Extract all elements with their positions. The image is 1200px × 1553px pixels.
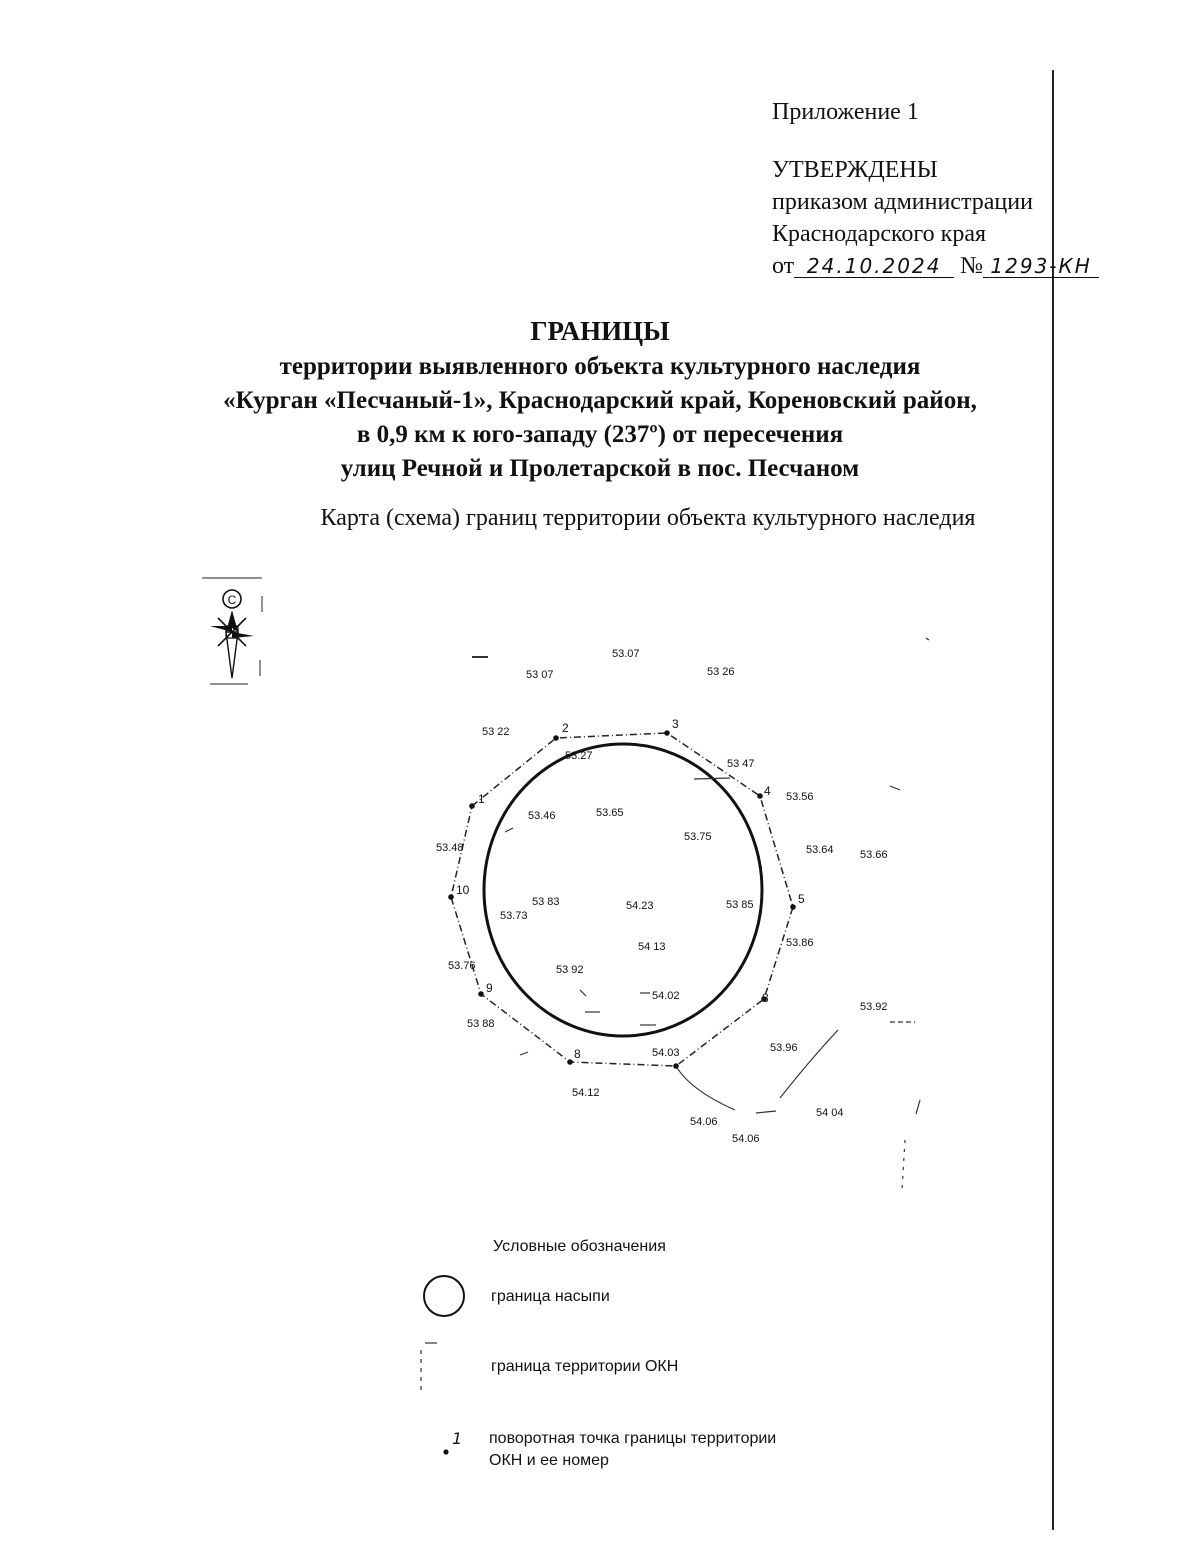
date-prefix: от <box>772 253 795 279</box>
height-mark: 53.64 <box>806 844 834 856</box>
height-mark: 53.48 <box>436 842 464 854</box>
height-mark: 53 85 <box>726 899 754 911</box>
point-label-9: 9 <box>486 981 493 995</box>
point-label-7: 8 <box>574 1047 581 1061</box>
height-mark: 53.96 <box>770 1042 798 1054</box>
height-mark: 53 92 <box>556 964 584 976</box>
height-mark: 53.73 <box>500 910 528 922</box>
north-letter: С <box>227 593 237 607</box>
order-date: 24.10.2024 <box>794 255 954 278</box>
map-caption: Карта (схема) границ территории объекта культурного наследия <box>320 505 976 531</box>
height-mark: 54 04 <box>816 1107 844 1119</box>
north-arrow-icon <box>202 578 262 684</box>
legend-point-number: 1 <box>452 1429 463 1448</box>
approved-label: УТВЕРЖДЕНЫ <box>772 157 938 183</box>
height-mark: 53.66 <box>860 849 888 861</box>
legend-title: Условные обозначения <box>493 1238 666 1255</box>
legend-point-line-2: ОКН и ее номер <box>489 1452 609 1469</box>
point-label-2: 2 <box>562 721 569 735</box>
point-label-5: 5 <box>798 892 805 906</box>
height-mark: 53.76 <box>448 960 476 972</box>
height-mark: 54.12 <box>572 1087 600 1099</box>
height-mark: 53 47 <box>727 758 755 770</box>
height-mark: 53.65 <box>596 807 624 819</box>
height-mark: 53.07 <box>612 648 640 660</box>
mound-boundary <box>484 744 762 1036</box>
title-line-1: территории выявленного объекта культурного наследия <box>279 353 921 380</box>
legend-point-symbol <box>443 1449 448 1454</box>
order-line-2: Краснодарского края <box>772 221 987 247</box>
height-mark: 54.06 <box>690 1116 718 1128</box>
point-label-3: 3 <box>672 717 679 731</box>
height-mark: 53.46 <box>528 810 556 822</box>
point-label-10: 10 <box>456 883 470 897</box>
height-mark: 53 26 <box>707 666 735 678</box>
height-mark: 54 13 <box>638 941 666 953</box>
title-main: ГРАНИЦЫ <box>530 316 670 346</box>
height-mark: 53.56 <box>786 791 814 803</box>
legend-point-line-1: поворотная точка границы территории <box>489 1430 777 1447</box>
height-mark: 53 22 <box>482 726 510 738</box>
point-label-4: 4 <box>764 784 771 798</box>
height-marks <box>436 648 888 1145</box>
legend-mound-label: граница насыпи <box>491 1288 610 1305</box>
legend-territory-label: граница территории ОКН <box>491 1358 679 1375</box>
height-mark: 54.06 <box>732 1133 760 1145</box>
height-mark: 54.23 <box>626 900 654 912</box>
legend-territory-symbol <box>421 1343 437 1390</box>
terrain-lines <box>472 638 929 1190</box>
height-mark: 53.86 <box>786 937 814 949</box>
point-label-1: 1 <box>478 792 485 806</box>
height-mark: 53 88 <box>467 1018 495 1030</box>
title-line-4: улиц Речной и Пролетарской в пос. Песчаном <box>340 455 860 482</box>
height-mark: 54.03 <box>652 1047 680 1059</box>
height-mark: 53.27 <box>565 750 593 762</box>
title-line-3: в 0,9 км к юго-западу (237º) от пересечения <box>356 421 844 448</box>
annex-label: Приложение 1 <box>772 99 919 125</box>
order-number: 1293-КН <box>983 255 1099 278</box>
point-label-6: 8 <box>762 991 769 1005</box>
legend-mound-symbol <box>424 1276 464 1316</box>
number-prefix: № <box>960 253 984 279</box>
legend-point-label <box>489 1428 776 1472</box>
height-mark: 53.75 <box>684 831 712 843</box>
height-mark: 54.02 <box>652 990 680 1002</box>
order-line-1: приказом администрации <box>772 189 1033 215</box>
height-mark: 53 07 <box>526 669 554 681</box>
height-mark: 53 83 <box>532 896 560 908</box>
height-mark: 53.92 <box>860 1001 888 1013</box>
title-line-2: «Курган «Песчаный-1», Краснодарский край, Кореновский район, <box>223 387 977 414</box>
